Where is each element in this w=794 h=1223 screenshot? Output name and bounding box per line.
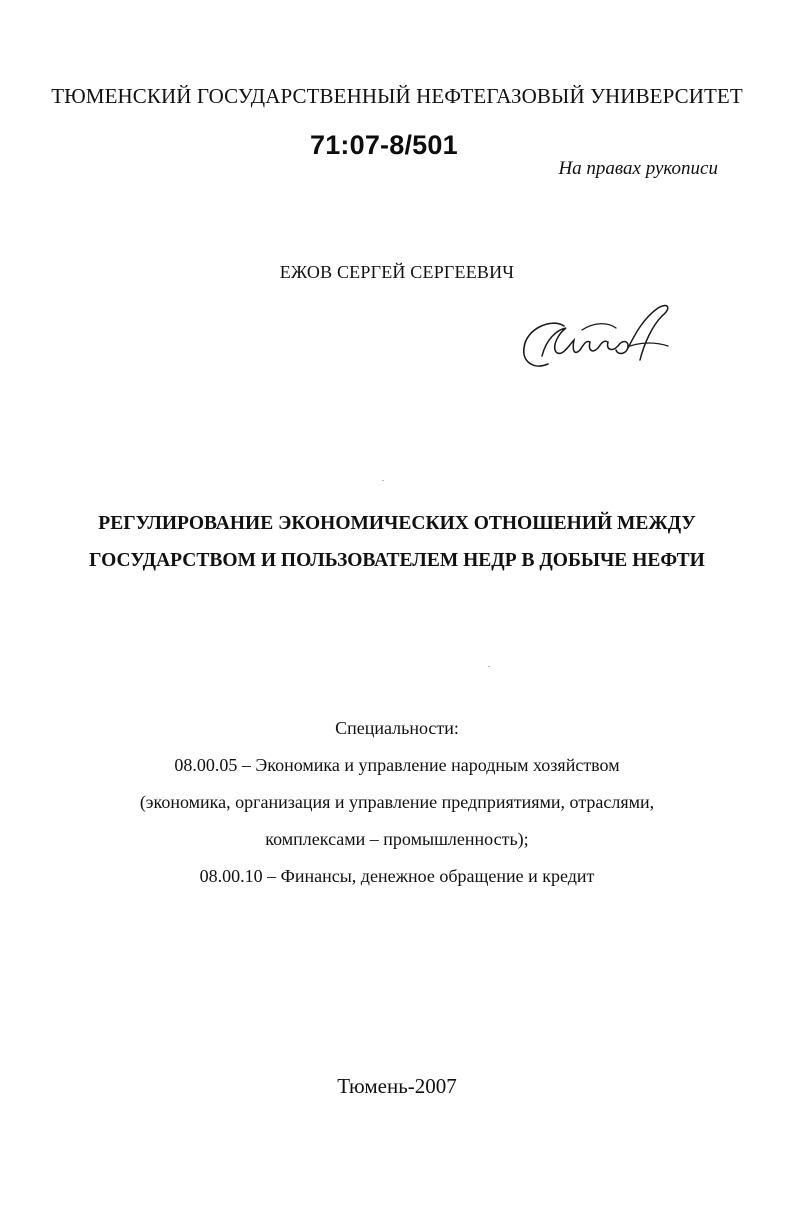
university-name: ТЮМЕНСКИЙ ГОСУДАРСТВЕННЫЙ НЕФТЕГАЗОВЫЙ УНИВЕРСИТЕТ bbox=[51, 84, 743, 108]
title-line-2: ГОСУДАРСТВОМ И ПОЛЬЗОВАТЕЛЕМ НЕДР В ДОБЫЧЕ НЕФТИ bbox=[89, 550, 705, 571]
scan-speck bbox=[488, 666, 490, 667]
specialities-block bbox=[0, 710, 794, 895]
manuscript-rights-note: На правах рукописи bbox=[558, 158, 718, 179]
speciality-line: 08.00.10 – Финансы, денежное обращение и кредит bbox=[199, 866, 595, 886]
library-stamp-code: 71:07-8/501 bbox=[310, 130, 458, 160]
dissertation-title bbox=[0, 505, 794, 579]
title-line-1: РЕГУЛИРОВАНИЕ ЭКОНОМИЧЕСКИХ ОТНОШЕНИЙ МЕЖДУ bbox=[98, 513, 696, 534]
scan-speck bbox=[382, 480, 384, 481]
speciality-line: (экономика, организация и управление предприятиями, отраслями, bbox=[139, 792, 655, 812]
author-name: ЕЖОВ СЕРГЕЙ СЕРГЕЕВИЧ bbox=[279, 262, 515, 282]
speciality-line: комплексами – промышленность); bbox=[265, 829, 529, 849]
specialities-heading: Специальности: bbox=[335, 718, 459, 738]
city-year: Тюмень-2007 bbox=[337, 1074, 457, 1098]
author-signature bbox=[512, 300, 682, 386]
speciality-line: 08.00.05 – Экономика и управление народным хозяйством bbox=[174, 755, 620, 775]
